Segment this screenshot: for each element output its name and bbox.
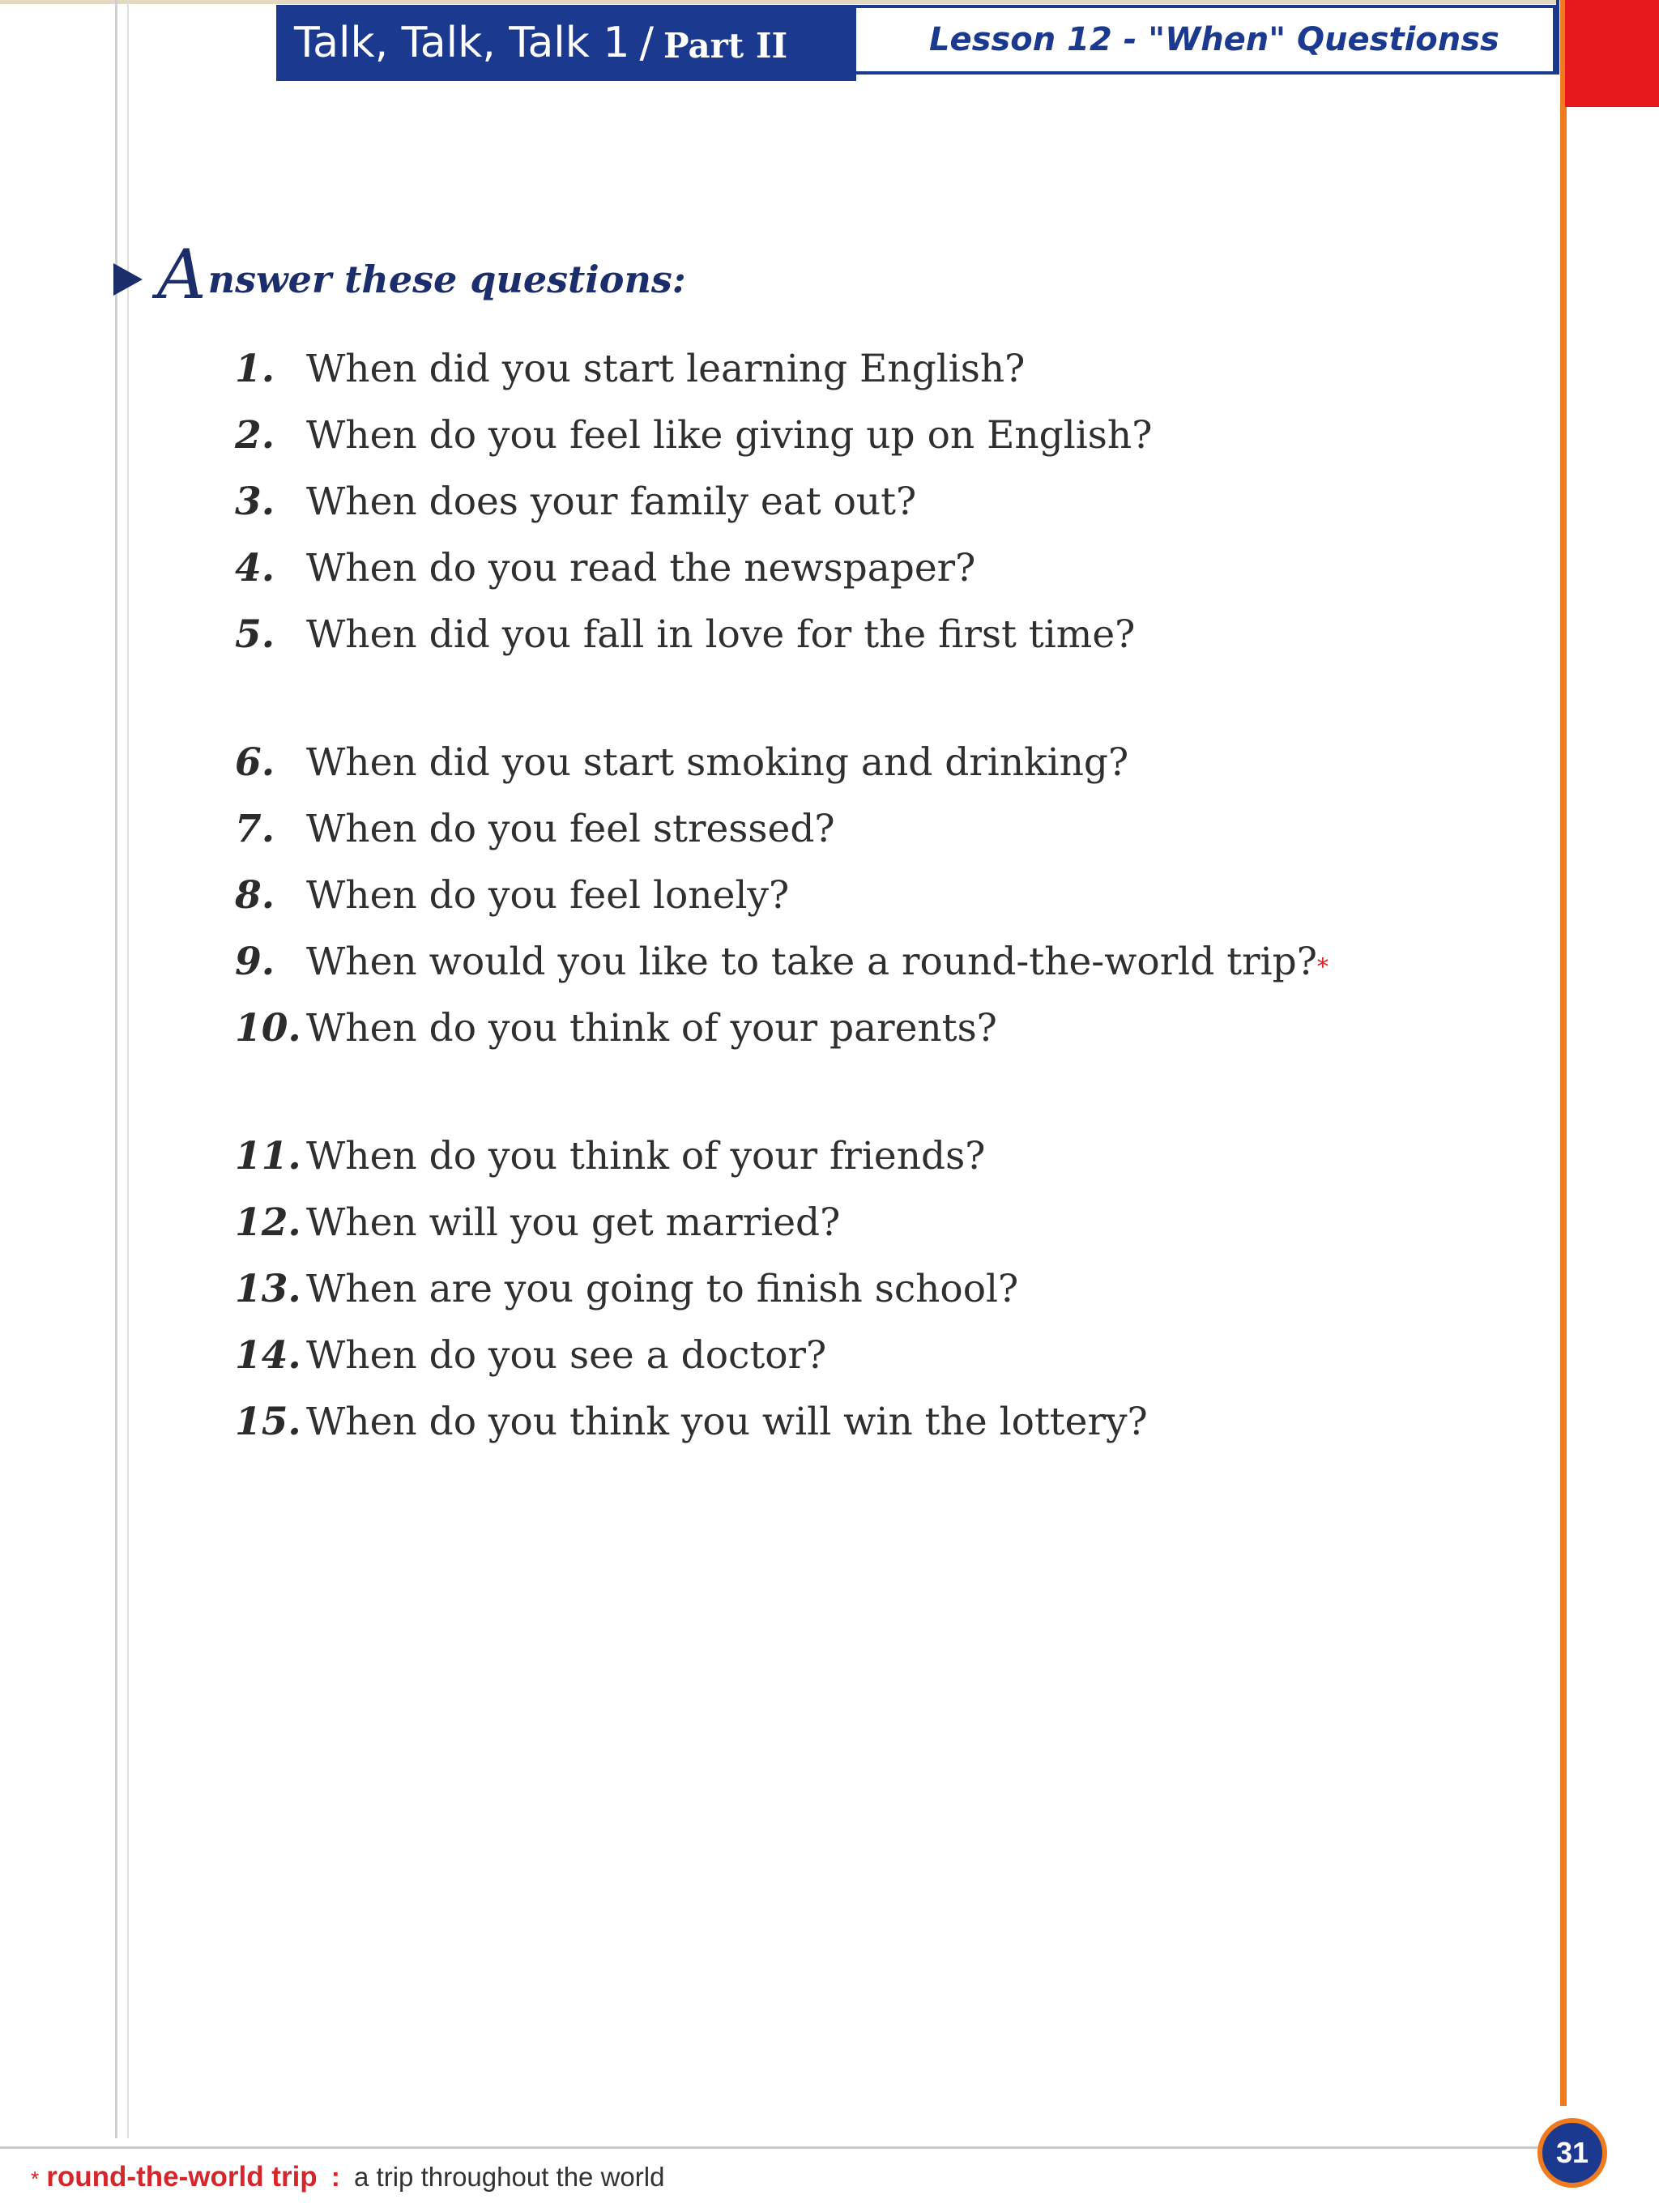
list-item <box>235 1333 826 1378</box>
list-item <box>235 612 1135 657</box>
triangle-bullet-icon <box>113 263 143 296</box>
question-number: 15. <box>235 1400 301 1444</box>
list-item <box>235 546 975 590</box>
question-number: 4. <box>235 546 275 590</box>
question-text: When do you think of your friends? <box>306 1134 986 1178</box>
list-item <box>235 1267 1018 1311</box>
question-text: When do you see a doctor? <box>306 1333 827 1378</box>
title-separator: / <box>639 19 655 67</box>
footnote-term: round-the-world trip <box>46 2161 318 2193</box>
top-rule <box>0 0 1559 4</box>
page-number: 31 <box>1555 2136 1589 2169</box>
question-text: When do you think you will win the lottery? <box>306 1400 1148 1444</box>
series-title: Talk, Talk, Talk 1 <box>294 19 630 67</box>
list-item <box>235 1400 1148 1444</box>
question-number: 13. <box>235 1267 301 1311</box>
question-number: 2. <box>235 413 275 458</box>
drop-cap: A <box>157 235 207 314</box>
list-item <box>235 1006 997 1051</box>
list-item <box>235 413 1152 458</box>
question-text: When are you going to finish school? <box>306 1267 1019 1311</box>
question-number: 9. <box>235 940 275 984</box>
question-text: When does your family eat out? <box>306 479 917 524</box>
question-text: When did you start learning English? <box>306 347 1026 391</box>
question-text: When did you fall in love for the first time? <box>306 612 1136 657</box>
question-text: When do you feel stressed? <box>306 807 835 851</box>
question-text: When do you think of your parents? <box>306 1006 997 1051</box>
right-blue-rule <box>1556 0 1559 75</box>
instruction-text: nswer these questions: <box>207 258 686 301</box>
series-header <box>276 5 856 81</box>
left-margin-rule-inner <box>127 0 129 2138</box>
page-number-badge <box>1537 2118 1607 2188</box>
list-item <box>235 807 835 851</box>
right-orange-rule <box>1560 0 1567 2106</box>
lesson-title: Lesson 12 - "When" Questionss <box>929 21 1499 58</box>
question-text: When do you feel lonely? <box>306 873 790 918</box>
list-item <box>235 1134 985 1178</box>
footnote-marker: * <box>31 2167 40 2191</box>
list-item <box>235 940 1328 984</box>
question-text: When do you read the newspaper? <box>306 546 976 590</box>
footnote-marker: * <box>1316 953 1328 980</box>
list-item <box>235 347 1025 391</box>
question-number: 7. <box>235 807 275 851</box>
question-number: 5. <box>235 612 275 657</box>
question-number: 3. <box>235 479 275 524</box>
footnote <box>31 2161 664 2193</box>
question-text: When do you feel like giving up on English? <box>306 413 1153 458</box>
instruction <box>113 235 686 314</box>
question-number: 12. <box>235 1200 301 1245</box>
question-number: 14. <box>235 1333 301 1378</box>
part-label: Part II <box>663 25 788 66</box>
list-item <box>235 479 916 524</box>
question-number: 11. <box>235 1134 301 1178</box>
footer-rule <box>0 2146 1539 2149</box>
list-item <box>235 1200 840 1245</box>
question-text: When would you like to take a round-the-world trip? <box>306 940 1317 984</box>
question-number: 1. <box>235 347 275 391</box>
question-number: 8. <box>235 873 275 918</box>
footnote-definition: a trip throughout the world <box>354 2162 665 2192</box>
lesson-header <box>856 5 1556 75</box>
question-text: When will you get married? <box>306 1200 841 1245</box>
left-margin-rule <box>115 0 117 2138</box>
list-item <box>235 740 1128 785</box>
question-number: 10. <box>235 1006 301 1051</box>
footnote-separator: : <box>331 2162 340 2192</box>
red-corner-tab <box>1565 0 1659 107</box>
question-number: 6. <box>235 740 275 785</box>
question-text: When did you start smoking and drinking? <box>306 740 1129 785</box>
list-item <box>235 873 789 918</box>
